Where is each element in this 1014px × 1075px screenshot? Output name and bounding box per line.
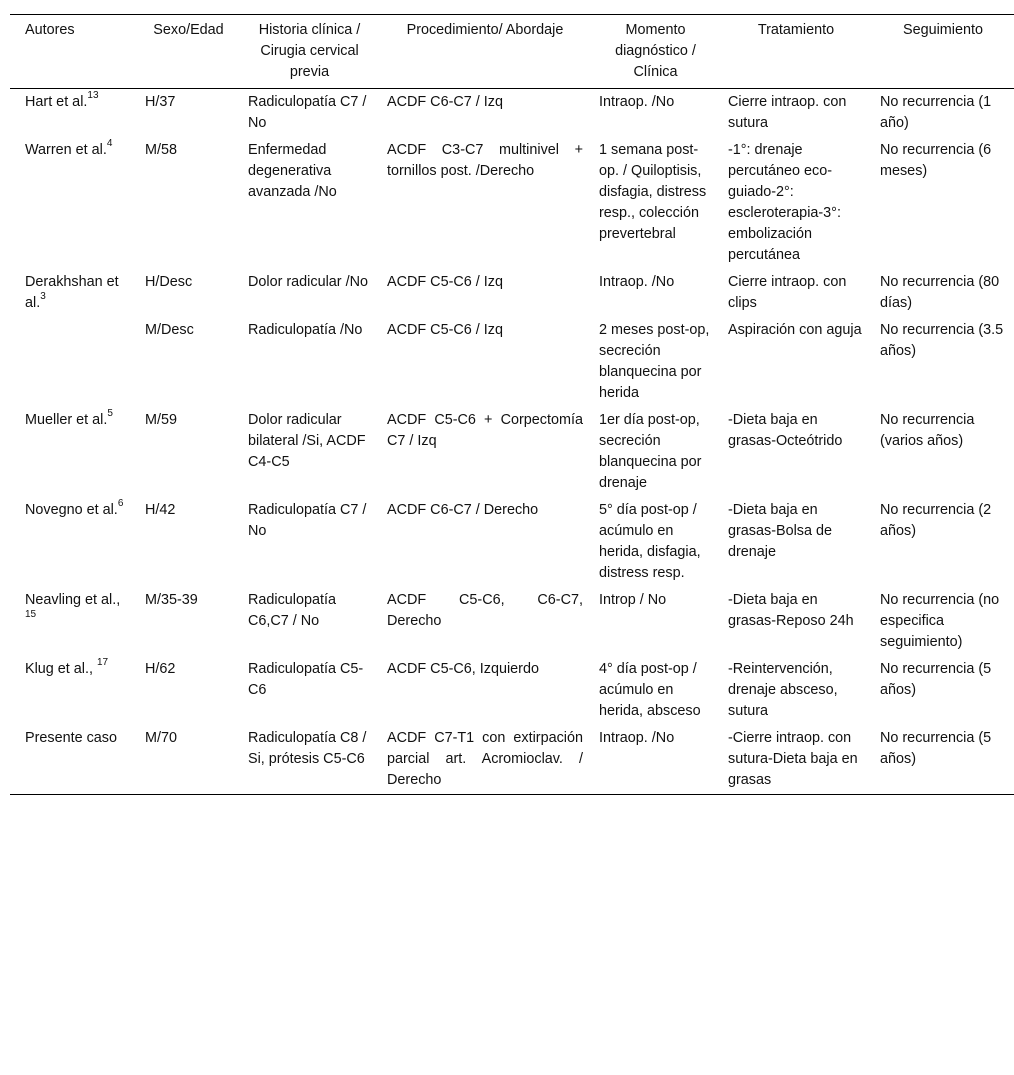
cell-procedure: ACDF C5-C6, C6-C7, Derecho xyxy=(387,592,583,629)
cell-treatment: -Cierre intraop. con sutura-Dieta baja en grasas xyxy=(728,730,858,788)
table-row xyxy=(10,497,1014,587)
cell-treatment: -1°: drenaje percutáneo eco-guiado-2°: escleroterapia-3°: embolización percutánea xyxy=(728,142,841,263)
table-row xyxy=(10,89,1014,138)
cell-followup: No recurrencia (5 años) xyxy=(880,730,992,767)
header-tratamiento: Tratamiento xyxy=(757,22,835,38)
author-name: Presente caso xyxy=(25,730,117,746)
cell-followup: No recurrencia (varios años) xyxy=(880,412,975,449)
header-sexo-edad: Sexo/Edad xyxy=(153,22,224,38)
cell-history: Radiculopatía C7 / No xyxy=(248,502,367,539)
table-row xyxy=(10,587,1014,656)
cell-history: Radiculopatía C6,C7 / No xyxy=(248,592,337,629)
cell-author xyxy=(10,407,137,497)
cell-sex-age: M/59 xyxy=(145,412,177,428)
cell-history: Enfermedad degenerativa avanzada /No xyxy=(248,142,337,200)
reference-number: 6 xyxy=(117,498,124,510)
header-momento-diagnostico: Momento diagnóstico / Clínica xyxy=(615,22,696,80)
cell-followup: No recurrencia (no especifica seguimiento) xyxy=(880,592,1000,650)
cell-procedure: ACDF C6-C7 / Izq xyxy=(387,94,503,110)
cell-author xyxy=(10,656,137,725)
cell-author xyxy=(10,725,137,795)
author-name: Mueller et al. xyxy=(25,412,108,428)
case-series-table xyxy=(10,14,1014,795)
cell-followup: No recurrencia (2 años) xyxy=(880,502,992,539)
header-historia-clinica: Historia clínica / Cirugia cervical previa xyxy=(258,22,361,80)
cell-procedure: ACDF C5-C6 / Izq xyxy=(387,322,503,338)
cell-history: Radiculopatía /No xyxy=(248,322,363,338)
cell-diagnosis: Intraop. /No xyxy=(599,94,675,110)
cell-procedure: ACDF C5-C6 / Izq xyxy=(387,274,503,290)
table-row xyxy=(10,725,1014,795)
cell-sex-age: H/62 xyxy=(145,661,176,677)
cell-treatment: Cierre intraop. con clips xyxy=(728,274,847,311)
cell-diagnosis: 2 meses post-op, secreción blanquecina por herida xyxy=(599,322,710,401)
table-body xyxy=(10,89,1014,795)
cell-followup: No recurrencia (6 meses) xyxy=(880,142,992,179)
cell-history: Radiculopatía C5-C6 xyxy=(248,661,364,698)
table-row xyxy=(10,656,1014,725)
cell-diagnosis: Intraop. /No xyxy=(599,730,675,746)
cell-procedure: ACDF C5-C6, Izquierdo xyxy=(387,661,539,677)
reference-number: 4 xyxy=(106,138,113,150)
header-autores: Autores xyxy=(25,22,75,38)
cell-history: Dolor radicular bilateral /Si, ACDF C4-C5 xyxy=(248,412,366,470)
cell-author xyxy=(10,497,137,587)
cell-sex-age: H/Desc xyxy=(145,274,193,290)
cell-treatment: -Reintervención, drenaje absceso, sutura xyxy=(728,661,838,719)
table-row xyxy=(10,317,1014,407)
header-procedimiento: Procedimiento/ Abordaje xyxy=(406,22,564,38)
reference-number: 3 xyxy=(40,291,46,303)
cell-sex-age: H/37 xyxy=(145,94,176,110)
cell-history: Dolor radicular /No xyxy=(248,274,368,290)
author-name: Hart et al. xyxy=(25,94,88,110)
reference-number: 13 xyxy=(87,90,99,102)
cell-diagnosis: 5° día post-op / acúmulo en herida, disfagia, distress resp. xyxy=(599,502,701,581)
reference-number: 5 xyxy=(107,408,113,420)
cell-followup: No recurrencia (3.5 años) xyxy=(880,322,1004,359)
cell-sex-age: H/42 xyxy=(145,502,176,518)
cell-author xyxy=(10,587,137,656)
cell-diagnosis: Introp / No xyxy=(599,592,667,608)
cell-diagnosis: 1er día post-op, secreción blanquecina por drenaje xyxy=(599,412,702,491)
cell-treatment: -Dieta baja en grasas-Reposo 24h xyxy=(728,592,854,629)
cell-author xyxy=(10,89,137,138)
author-name: Klug et al., xyxy=(25,661,97,677)
author-name: Novegno et al. xyxy=(25,502,118,518)
header-seguimiento: Seguimiento xyxy=(903,22,983,38)
cell-procedure: ACDF C3-C7 multinivel + tornillos post. /Derecho xyxy=(387,142,583,179)
cell-history: Radiculopatía C8 / Si, prótesis C5-C6 xyxy=(248,730,367,767)
reference-number: 15 xyxy=(25,609,37,621)
table-row xyxy=(10,269,1014,317)
author-name: Warren et al. xyxy=(25,142,107,158)
cell-sex-age: M/58 xyxy=(145,142,177,158)
cell-followup: No recurrencia (80 días) xyxy=(880,274,1000,311)
cell-sex-age: M/Desc xyxy=(145,322,194,338)
cell-procedure: ACDF C5-C6 + Corpectomía C7 / Izq xyxy=(387,412,583,449)
cell-treatment: -Dieta baja en grasas-Octeótrido xyxy=(728,412,843,449)
table-row xyxy=(10,407,1014,497)
cell-author xyxy=(10,269,137,317)
cell-history: Radiculopatía C7 / No xyxy=(248,94,367,131)
cell-author xyxy=(10,137,137,269)
cell-followup: No recurrencia (1 año) xyxy=(880,94,992,131)
cell-followup: No recurrencia (5 años) xyxy=(880,661,992,698)
cell-treatment: Cierre intraop. con sutura xyxy=(728,94,847,131)
cell-sex-age: M/70 xyxy=(145,730,177,746)
reference-number: 17 xyxy=(97,657,109,669)
cell-diagnosis: 1 semana post-op. / Quiloptisis, disfagia, distress resp., colección prevertebral xyxy=(599,142,707,242)
cell-treatment: Aspiración con aguja xyxy=(728,322,862,338)
cell-diagnosis: Intraop. /No xyxy=(599,274,675,290)
cell-diagnosis: 4° día post-op / acúmulo en herida, absceso xyxy=(599,661,701,719)
author-name: Neavling et al., xyxy=(25,592,121,608)
table-row xyxy=(10,137,1014,269)
cell-treatment: -Dieta baja en grasas-Bolsa de drenaje xyxy=(728,502,832,560)
header-row xyxy=(10,15,1014,89)
cell-procedure: ACDF C7-T1 con extirpación parcial art. Acromioclav. / Derecho xyxy=(387,730,583,788)
cell-author xyxy=(10,317,137,407)
cell-procedure: ACDF C6-C7 / Derecho xyxy=(387,502,539,518)
author-name: Derakhshan et al. xyxy=(25,274,119,311)
cell-sex-age: M/35-39 xyxy=(145,592,198,608)
